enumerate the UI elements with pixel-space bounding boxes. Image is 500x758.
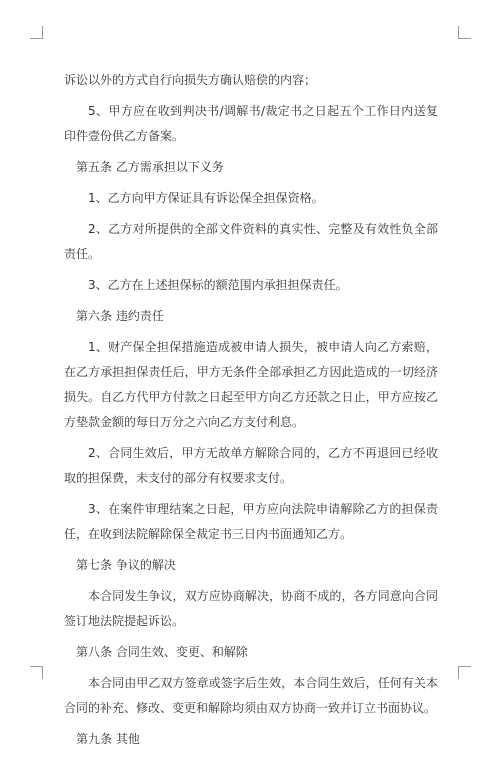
paragraph-article-6-item-2: 2、合同生效后，甲方无故单方解除合同的，乙方不再退回已经收取的担保费，未支付的部分有权要求支付。	[64, 446, 438, 485]
paragraph-clause-4-item-5: 5、甲方应在收到判决书/调解书/裁定书之日起五个工作日内送复印件壹份供乙方备案。	[64, 104, 438, 143]
page-corner-mark-bottom-left	[30, 666, 43, 679]
article-6-heading: 第六条 违约责任	[76, 309, 164, 323]
article-8-heading: 第八条 合同生效、变更、和解除	[76, 645, 248, 659]
paragraph-article-5-item-2: 2、乙方对所提供的全部文件资料的真实性、完整及有效性负全部责任。	[64, 222, 438, 261]
paragraph-article-7-body: 本合同发生争议，双方应协商解决，协商不成的，各方同意向合同签订地法院提起诉讼。	[64, 589, 438, 628]
paragraph-article-8-body: 本合同由甲乙双方签章或签字后生效，本合同生效后，任何有关本合同的补充、修改、变更和解除均须由双方协商一致并订立书面协议。	[64, 676, 438, 715]
paragraph-continuation: 诉讼以外的方式自行向损失方确认赔偿的内容；	[64, 73, 317, 87]
article-7-heading: 第七条 争议的解决	[76, 558, 176, 572]
paragraph-article-5-item-1: 1、乙方向甲方保证具有诉讼保全担保资格。	[88, 191, 324, 205]
page-corner-mark-bottom-right	[458, 666, 471, 679]
article-9-heading: 第九条 其他	[76, 732, 140, 746]
paragraph-article-5-item-3: 3、乙方在上述担保标的额范围内承担担保责任。	[88, 278, 348, 292]
document-body	[64, 68, 438, 758]
paragraph-article-6-item-1: 1、财产保全担保措施造成被申请人损失，被申请人向乙方索赔，在乙方承担担保责任后，甲方无条件全部承担乙方因此造成的一切经济损失。自乙方代甲方付款之日起至甲方向乙方还款之日止，甲方应按乙方垫款金额的每日万分之六向乙方支付利息。	[64, 340, 438, 429]
page-corner-mark-top-left	[30, 26, 43, 39]
article-5-heading: 第五条 乙方需承担以下义务	[76, 160, 224, 174]
page-corner-mark-top-right	[458, 26, 471, 39]
paragraph-article-6-item-3: 3、在案件审理结案之日起，甲方应向法院申请解除乙方的担保责任，在收到法院解除保全裁定书三日内书面通知乙方。	[64, 502, 438, 541]
